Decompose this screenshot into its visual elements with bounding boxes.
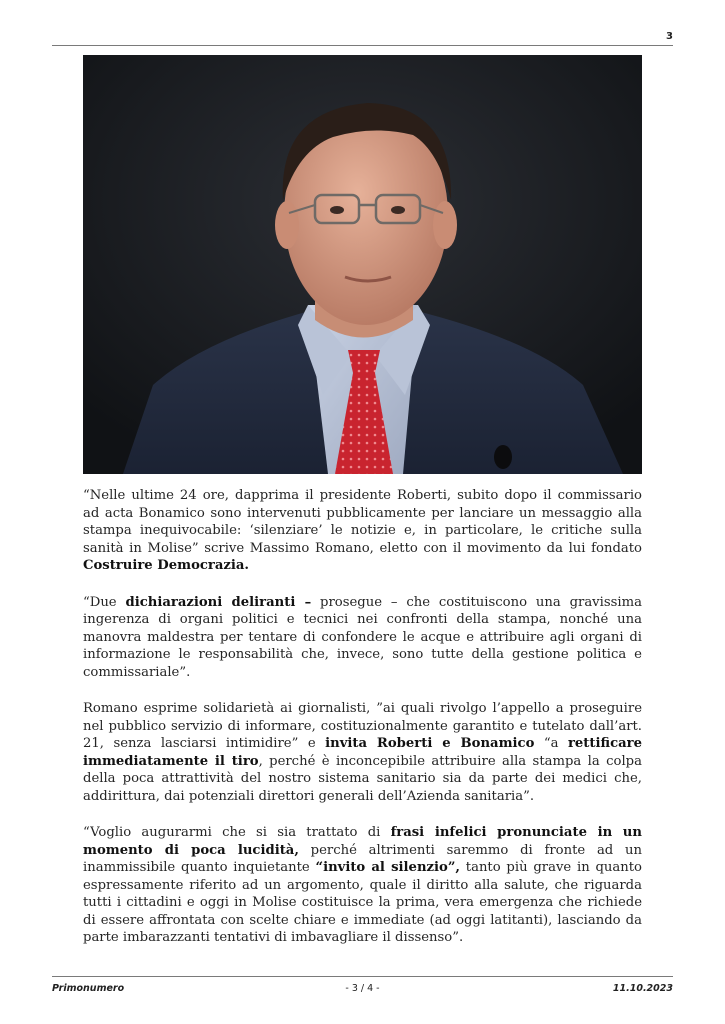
bold-text: rettificare immediatamente il tiro xyxy=(83,736,642,769)
article-paragraph: “Nelle ultime 24 ore, dapprima il presidente Roberti, subito dopo il commissario ad acta Bonamico sono intervenuti pubblicamente per lanciare un messaggio alla stampa inequivocabile: ‘silenziare’ le notizie e, in particolare, le critiche sulla sanità in Molise” scrive Massimo Romano, eletto con il movimento da lui fondato Costruire Democrazia. xyxy=(83,488,642,573)
article-paragraph: Romano esprime solidarietà ai giornalisti, ”ai quali rivolgo l’appello a proseguire nel pubblico servizio di informare, costituzionalmente garantito e tutelato dall’art. 21, senza lasciarsi intimidire” e invita Roberti e Bonamico “a rettificare immediatamente il tiro, perché è inconcepibile attribuire alla stampa la colpa della poca attrattività del nostro sistema sanitario sia da parte dei medici che, addirittura, dai potenziali direttori generali dell’Azienda sanitaria”. xyxy=(83,701,642,804)
header-divider xyxy=(52,45,673,46)
footer-page-count: - 3 / 4 - xyxy=(345,983,380,994)
footer-publication: Primonumero xyxy=(52,983,125,994)
bold-text: Costruire Democrazia. xyxy=(83,558,250,573)
footer-date: 11.10.2023 xyxy=(612,983,673,994)
bold-text: dichiarazioni deliranti – xyxy=(125,594,312,610)
article-paragraph: “Voglio augurarmi che si sia trattato di frasi infelici pronunciate in un momento di poca lucidità, perché altrimenti saremmo di fronte ad un inammissibile quanto inquietante “invito al silenzio”, tanto più grave in quanto espressamente riferito ad un argomento, quale il diritto alla salute, che riguarda tutti i cittadini e oggi in Molise costituisce la prima, vera emergenza che richiede di essere affrontata con scelte chiare e immediate (ad oggi latitanti), lasciando da parte imbarazzanti tentativi di imbavagliare il dissenso”. xyxy=(83,825,642,945)
bold-text: “invito al silenzio”, xyxy=(315,860,461,875)
page-number: 3 xyxy=(666,31,673,42)
footer-divider xyxy=(52,976,673,977)
article-paragraph: “Due dichiarazioni deliranti – prosegue – che costituiscono una gravissima ingerenza di organi politici e tecnici nei confronti della stampa, nonché una manovra maldestra per tentare di confondere le acque e attribuire agli organi di informazione le responsabilità che, invece, sono tutte della gestione politica e commissariale”. xyxy=(83,594,642,680)
portrait-photo xyxy=(83,55,642,474)
page-footer xyxy=(52,983,673,997)
bold-text: invita Roberti e Bonamico xyxy=(325,736,535,751)
bold-text: frasi infelici pronunciate in un momento di poca lucidità, xyxy=(83,825,642,858)
article-body xyxy=(83,487,642,966)
